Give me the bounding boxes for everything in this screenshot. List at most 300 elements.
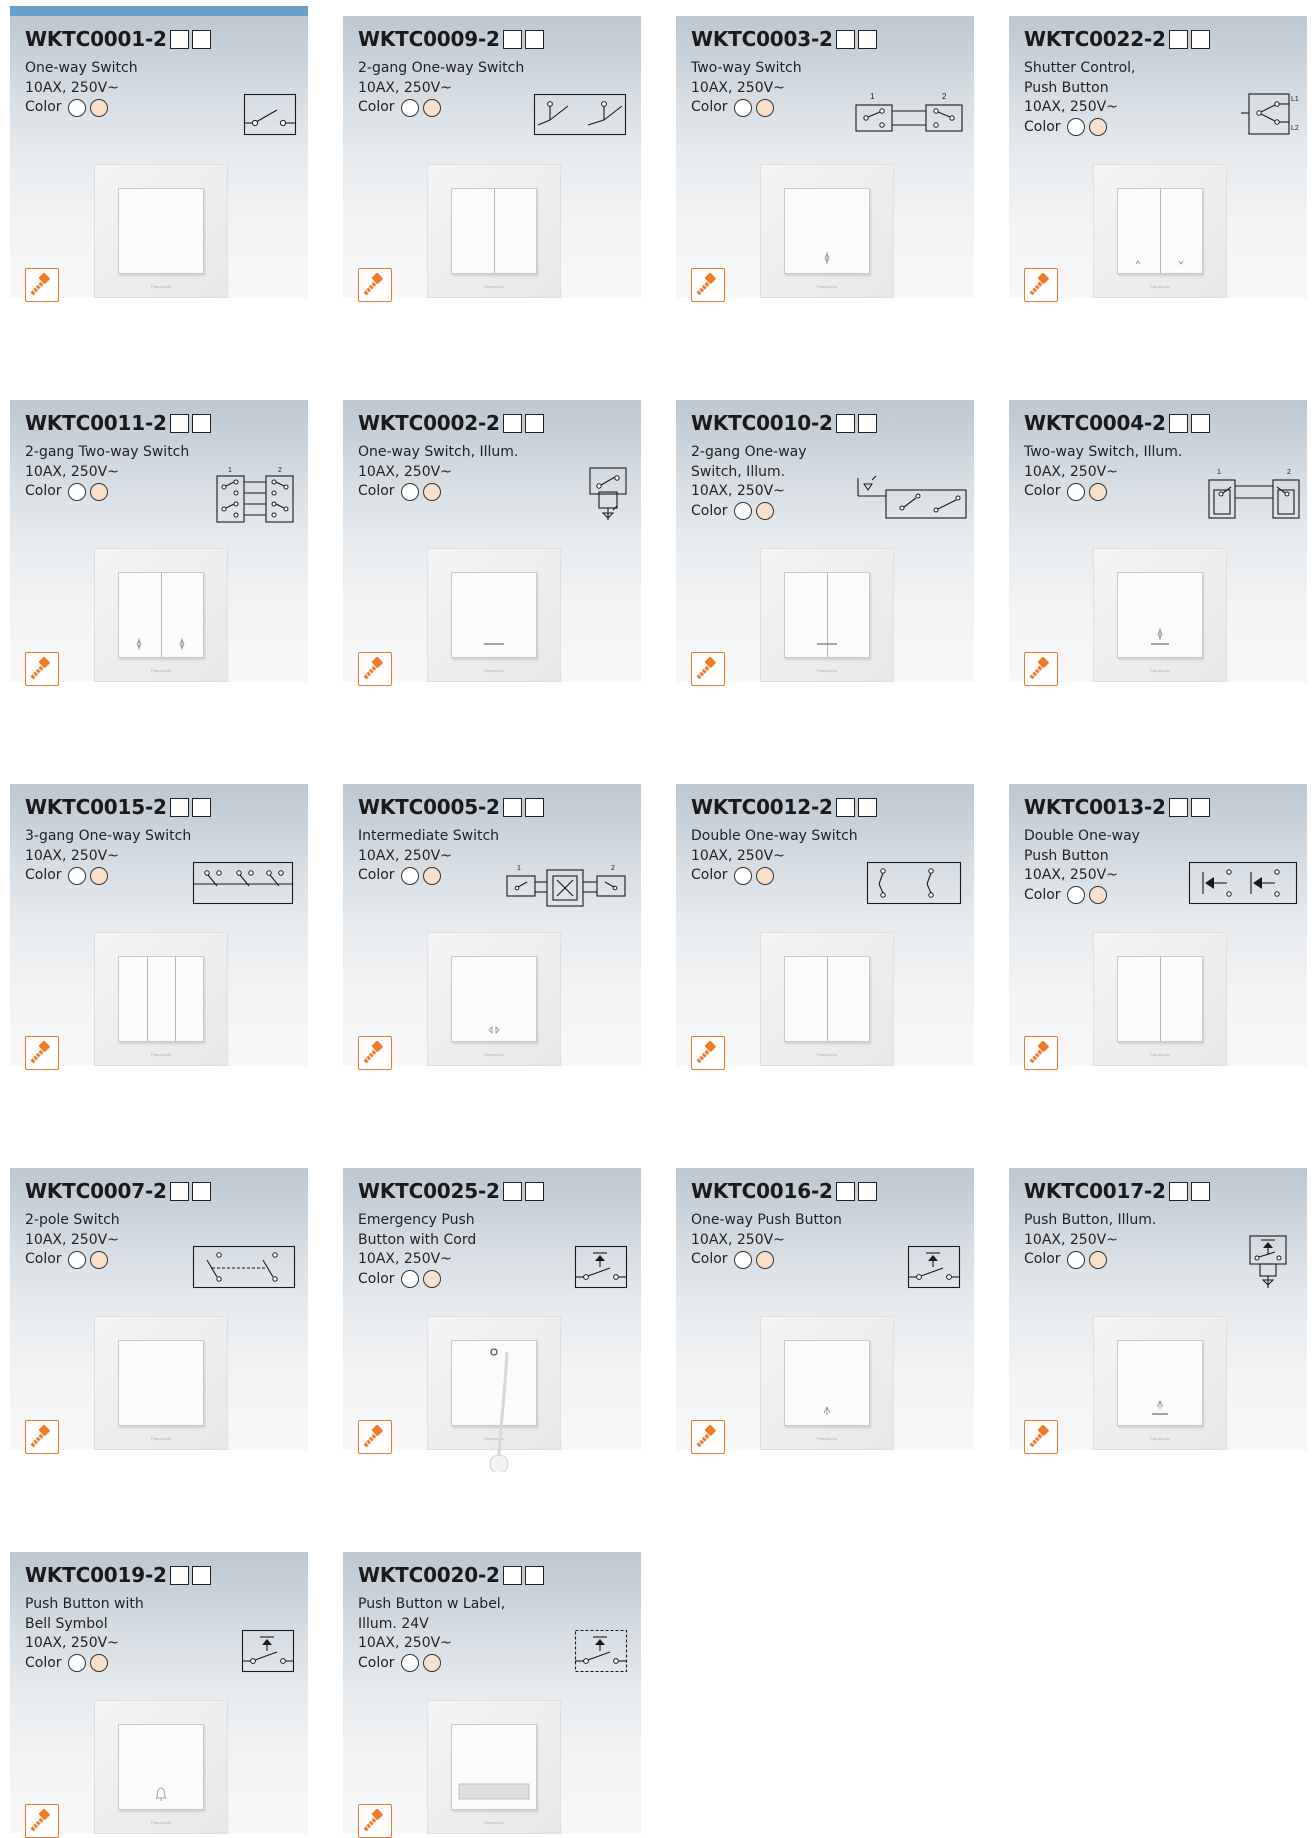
product-description bbox=[25, 59, 200, 118]
color-options bbox=[25, 98, 200, 118]
product-card[interactable] bbox=[343, 784, 641, 1066]
product-code: WKTC0019-2 bbox=[25, 1563, 167, 1587]
product-card[interactable] bbox=[1009, 784, 1307, 1066]
plate-brand: Panasonic bbox=[150, 284, 172, 289]
wiring-diagram-icon bbox=[1241, 92, 1303, 136]
color-cream-swatch[interactable] bbox=[423, 1654, 441, 1672]
plate-symbol-icon bbox=[1117, 572, 1203, 658]
color-code-box bbox=[1191, 798, 1210, 817]
switch-plate bbox=[760, 932, 894, 1066]
description-line: Two-way Switch bbox=[691, 60, 802, 76]
color-code-box bbox=[1191, 1182, 1210, 1201]
switch-plate bbox=[427, 164, 561, 298]
wiring-diagram-icon bbox=[244, 94, 296, 135]
color-code-box bbox=[836, 798, 855, 817]
installation-screw-icon bbox=[25, 268, 59, 302]
product-card[interactable] bbox=[343, 400, 641, 682]
color-cream-swatch[interactable] bbox=[1089, 483, 1107, 501]
product-description bbox=[358, 1211, 533, 1289]
color-code-box bbox=[1191, 30, 1210, 49]
color-label: Color bbox=[358, 1654, 395, 1671]
color-cream-swatch[interactable] bbox=[1089, 118, 1107, 136]
description-line: Intermediate Switch bbox=[358, 828, 500, 844]
product-code-row bbox=[25, 410, 211, 436]
product-code-row bbox=[691, 794, 877, 820]
color-code-box bbox=[503, 1182, 522, 1201]
switch-rocker[interactable] bbox=[118, 1340, 204, 1426]
product-code: WKTC0022-2 bbox=[1024, 27, 1166, 51]
color-code-box bbox=[525, 798, 544, 817]
product-code: WKTC0025-2 bbox=[358, 1179, 500, 1203]
description-line: 10AX, 250V~ bbox=[691, 1231, 785, 1248]
color-cream-swatch[interactable] bbox=[423, 483, 441, 501]
product-card[interactable] bbox=[10, 400, 308, 682]
color-code-box bbox=[503, 1566, 522, 1585]
switch-plate bbox=[427, 932, 561, 1066]
description-line: 10AX, 250V~ bbox=[358, 79, 452, 96]
product-code: WKTC0007-2 bbox=[25, 1179, 167, 1203]
color-label: Color bbox=[691, 867, 728, 883]
product-card[interactable] bbox=[343, 1552, 641, 1834]
product-code: WKTC0016-2 bbox=[691, 1179, 833, 1203]
description-line: 10AX, 250V~ bbox=[358, 1635, 452, 1651]
color-white-swatch[interactable] bbox=[401, 99, 419, 117]
product-description bbox=[358, 59, 533, 118]
color-options bbox=[1024, 1250, 1199, 1270]
wiring-diagram-icon bbox=[193, 1246, 295, 1288]
installation-screw-icon bbox=[691, 1420, 725, 1454]
description-line: Push Button bbox=[1024, 79, 1109, 96]
wiring-diagram-icon bbox=[575, 1630, 627, 1672]
color-options bbox=[1024, 886, 1199, 906]
color-white-swatch[interactable] bbox=[734, 99, 752, 117]
product-description bbox=[25, 827, 200, 886]
plate-symbol-icon bbox=[1117, 1340, 1203, 1426]
color-white-swatch[interactable] bbox=[401, 1270, 419, 1288]
diagram-label: 1 bbox=[870, 92, 875, 101]
plate-brand: Panasonic bbox=[483, 284, 505, 289]
plate-brand: Panasonic bbox=[483, 1820, 505, 1825]
color-white-swatch[interactable] bbox=[734, 867, 752, 885]
product-code-row bbox=[25, 1178, 211, 1204]
product-card[interactable] bbox=[10, 1552, 308, 1834]
wiring-diagram-icon bbox=[1189, 862, 1297, 904]
color-label: Color bbox=[1024, 118, 1061, 135]
description-line: Push Button, Illum. bbox=[1024, 1212, 1157, 1228]
plate-brand: Panasonic bbox=[1149, 1052, 1171, 1057]
switch-rocker[interactable] bbox=[1117, 572, 1203, 658]
product-card[interactable] bbox=[676, 784, 974, 1066]
product-description bbox=[1024, 443, 1199, 502]
diagram-label: L2 bbox=[1291, 125, 1299, 132]
switch-plate bbox=[1093, 932, 1227, 1066]
color-label: Color bbox=[25, 1654, 62, 1671]
product-code: WKTC0017-2 bbox=[1024, 1179, 1166, 1203]
color-white-swatch[interactable] bbox=[1067, 118, 1085, 136]
product-code-row bbox=[358, 26, 544, 52]
switch-rocker[interactable] bbox=[451, 188, 537, 274]
color-label: Color bbox=[358, 483, 395, 499]
description-line: 10AX, 250V~ bbox=[25, 1231, 119, 1248]
product-code-row bbox=[691, 26, 877, 52]
switch-rocker[interactable] bbox=[784, 188, 870, 274]
description-line: 2-pole Switch bbox=[25, 1212, 120, 1228]
color-code-box bbox=[170, 798, 189, 817]
description-line: Bell Symbol bbox=[25, 1615, 108, 1632]
color-options bbox=[1024, 118, 1199, 138]
product-code: WKTC0005-2 bbox=[358, 795, 500, 819]
installation-screw-icon bbox=[691, 652, 725, 686]
installation-screw-icon bbox=[358, 652, 392, 686]
description-line: 10AX, 250V~ bbox=[358, 463, 452, 480]
product-description bbox=[691, 1211, 866, 1270]
product-code: WKTC0009-2 bbox=[358, 27, 500, 51]
product-code: WKTC0010-2 bbox=[691, 411, 833, 435]
color-cream-swatch[interactable] bbox=[756, 99, 774, 117]
switch-rocker[interactable] bbox=[118, 956, 204, 1042]
product-description bbox=[691, 59, 866, 118]
color-label: Color bbox=[691, 99, 728, 115]
plate-brand: Panasonic bbox=[150, 1436, 172, 1441]
description-line: 10AX, 250V~ bbox=[1024, 463, 1118, 480]
plate-brand: Panasonic bbox=[483, 668, 505, 673]
color-options bbox=[691, 98, 866, 118]
plate-brand: Panasonic bbox=[816, 668, 838, 673]
product-code-row bbox=[358, 794, 544, 820]
plate-symbol-icon bbox=[784, 188, 870, 274]
color-label: Color bbox=[25, 483, 62, 499]
switch-rocker[interactable] bbox=[451, 956, 537, 1042]
wiring-diagram-icon bbox=[1207, 464, 1303, 526]
product-code: WKTC0015-2 bbox=[25, 795, 167, 819]
product-card[interactable] bbox=[676, 400, 974, 682]
color-label: Color bbox=[691, 1251, 728, 1267]
switch-rocker[interactable] bbox=[784, 956, 870, 1042]
color-code-box bbox=[525, 1182, 544, 1201]
description-line: Push Button with bbox=[25, 1596, 144, 1612]
color-options bbox=[691, 866, 866, 886]
product-code-row bbox=[691, 1178, 877, 1204]
color-code-box bbox=[858, 1182, 877, 1201]
installation-screw-icon bbox=[1024, 1036, 1058, 1070]
description-line: 10AX, 250V~ bbox=[25, 463, 119, 480]
product-code-row bbox=[358, 410, 544, 436]
color-white-swatch[interactable] bbox=[734, 502, 752, 520]
color-cream-swatch[interactable] bbox=[90, 1251, 108, 1269]
plate-symbol-icon bbox=[451, 572, 537, 658]
color-white-swatch[interactable] bbox=[401, 483, 419, 501]
switch-rocker[interactable] bbox=[1117, 956, 1203, 1042]
color-label: Color bbox=[691, 502, 728, 519]
color-code-box bbox=[836, 414, 855, 433]
color-cream-swatch[interactable] bbox=[423, 867, 441, 885]
color-options bbox=[691, 1250, 866, 1270]
installation-screw-icon bbox=[691, 268, 725, 302]
plate-symbol-icon bbox=[784, 572, 870, 658]
installation-screw-icon bbox=[1024, 268, 1058, 302]
color-white-swatch[interactable] bbox=[68, 1251, 86, 1269]
diagram-label: 2 bbox=[942, 92, 947, 101]
color-code-box bbox=[836, 30, 855, 49]
color-options bbox=[1024, 482, 1199, 502]
description-line: 10AX, 250V~ bbox=[691, 847, 785, 864]
plate-brand: Panasonic bbox=[1149, 668, 1171, 673]
installation-screw-icon bbox=[1024, 652, 1058, 686]
product-code-row bbox=[1024, 26, 1210, 52]
color-label: Color bbox=[1024, 1251, 1061, 1267]
diagram-label: 2 bbox=[278, 467, 282, 474]
wiring-diagram-icon bbox=[193, 862, 293, 904]
description-line: 10AX, 250V~ bbox=[1024, 99, 1118, 115]
wiring-diagram-icon bbox=[908, 1246, 960, 1288]
color-code-box bbox=[858, 798, 877, 817]
color-code-box bbox=[858, 414, 877, 433]
switch-plate bbox=[1093, 164, 1227, 298]
color-cream-swatch[interactable] bbox=[90, 99, 108, 117]
color-label: Color bbox=[1024, 483, 1061, 499]
color-code-box bbox=[192, 414, 211, 433]
color-code-box bbox=[1169, 1182, 1188, 1201]
plate-symbol-icon bbox=[451, 956, 537, 1042]
product-code: WKTC0012-2 bbox=[691, 795, 833, 819]
plate-brand: Panasonic bbox=[816, 1436, 838, 1441]
color-cream-swatch[interactable] bbox=[1089, 886, 1107, 904]
color-white-swatch[interactable] bbox=[68, 483, 86, 501]
product-description bbox=[1024, 1211, 1199, 1270]
plate-symbol-icon bbox=[1117, 956, 1203, 1042]
product-code-row bbox=[358, 1562, 544, 1588]
description-line: Shutter Control, bbox=[1024, 60, 1136, 76]
wiring-diagram-icon bbox=[214, 464, 296, 526]
color-cream-swatch[interactable] bbox=[90, 1654, 108, 1672]
color-white-swatch[interactable] bbox=[401, 867, 419, 885]
product-card[interactable] bbox=[10, 16, 308, 298]
plate-symbol-icon bbox=[118, 1340, 204, 1426]
color-code-box bbox=[192, 1182, 211, 1201]
switch-plate bbox=[94, 1316, 228, 1450]
product-card[interactable] bbox=[343, 16, 641, 298]
product-code: WKTC0001-2 bbox=[25, 27, 167, 51]
description-line: Push Button w Label, bbox=[358, 1596, 506, 1612]
color-code-box bbox=[170, 1566, 189, 1585]
switch-plate bbox=[760, 164, 894, 298]
product-code: WKTC0013-2 bbox=[1024, 795, 1166, 819]
product-code-row bbox=[1024, 794, 1210, 820]
color-code-box bbox=[1169, 414, 1188, 433]
wiring-diagram-icon bbox=[867, 862, 961, 904]
product-description bbox=[691, 827, 866, 886]
product-description bbox=[691, 443, 866, 521]
color-options bbox=[25, 482, 200, 502]
color-options bbox=[25, 866, 200, 886]
product-description bbox=[25, 443, 200, 502]
color-cream-swatch[interactable] bbox=[90, 867, 108, 885]
plate-symbol-icon bbox=[451, 188, 537, 274]
diagram-label: 2 bbox=[611, 865, 615, 872]
color-label: Color bbox=[358, 1270, 395, 1287]
color-code-box bbox=[503, 30, 522, 49]
switch-rocker[interactable] bbox=[451, 1724, 537, 1810]
product-code-row bbox=[25, 794, 211, 820]
description-line: 10AX, 250V~ bbox=[25, 1635, 119, 1651]
color-cream-swatch[interactable] bbox=[423, 1270, 441, 1288]
color-label: Color bbox=[25, 1251, 62, 1267]
description-line: 10AX, 250V~ bbox=[358, 1251, 452, 1267]
description-line: 10AX, 250V~ bbox=[1024, 1231, 1118, 1248]
color-options bbox=[358, 1654, 533, 1674]
diagram-label: 2 bbox=[1287, 469, 1291, 476]
product-description bbox=[358, 443, 533, 502]
color-code-box bbox=[170, 1182, 189, 1201]
color-white-swatch[interactable] bbox=[401, 1654, 419, 1672]
wiring-diagram-icon bbox=[505, 864, 627, 908]
color-code-box bbox=[503, 798, 522, 817]
wiring-diagram-icon bbox=[858, 476, 968, 520]
color-options bbox=[25, 1654, 200, 1674]
product-code-row bbox=[25, 26, 211, 52]
switch-plate bbox=[427, 1700, 561, 1834]
description-line: Illum. 24V bbox=[358, 1615, 429, 1632]
color-white-swatch[interactable] bbox=[1067, 483, 1085, 501]
plate-symbol-icon bbox=[118, 956, 204, 1042]
product-code-row bbox=[1024, 410, 1210, 436]
product-card[interactable] bbox=[1009, 1168, 1307, 1450]
switch-rocker[interactable] bbox=[118, 572, 204, 658]
color-code-box bbox=[1169, 798, 1188, 817]
plate-brand: Panasonic bbox=[816, 284, 838, 289]
color-white-swatch[interactable] bbox=[68, 867, 86, 885]
product-card[interactable] bbox=[676, 16, 974, 298]
description-line: Emergency Push bbox=[358, 1212, 475, 1228]
product-description bbox=[1024, 827, 1199, 905]
color-code-box bbox=[503, 414, 522, 433]
color-code-box bbox=[192, 30, 211, 49]
wiring-diagram-icon bbox=[534, 94, 626, 135]
product-card[interactable] bbox=[1009, 400, 1307, 682]
color-code-box bbox=[1169, 30, 1188, 49]
color-code-box bbox=[525, 1566, 544, 1585]
product-code-row bbox=[25, 1562, 211, 1588]
plate-symbol-icon bbox=[784, 956, 870, 1042]
color-options bbox=[358, 98, 533, 118]
installation-screw-icon bbox=[358, 1804, 392, 1838]
description-line: Double One-way bbox=[1024, 828, 1140, 844]
installation-screw-icon bbox=[1024, 1420, 1058, 1454]
plate-symbol-icon bbox=[784, 1340, 870, 1426]
switch-rocker[interactable] bbox=[1117, 188, 1203, 274]
installation-screw-icon bbox=[358, 1420, 392, 1454]
diagram-label: L1 bbox=[1291, 96, 1299, 103]
color-cream-swatch[interactable] bbox=[90, 483, 108, 501]
plate-symbol-icon bbox=[451, 1724, 537, 1810]
color-code-box bbox=[192, 1566, 211, 1585]
product-card[interactable] bbox=[343, 1168, 641, 1450]
description-line: 10AX, 250V~ bbox=[25, 79, 119, 96]
product-card[interactable] bbox=[10, 1168, 308, 1450]
color-cream-swatch[interactable] bbox=[423, 99, 441, 117]
color-white-swatch[interactable] bbox=[1067, 886, 1085, 904]
description-line: 10AX, 250V~ bbox=[1024, 867, 1118, 883]
color-cream-swatch[interactable] bbox=[1089, 1251, 1107, 1269]
switch-rocker[interactable] bbox=[1117, 1340, 1203, 1426]
installation-screw-icon bbox=[25, 1804, 59, 1838]
description-line: 10AX, 250V~ bbox=[691, 79, 785, 96]
color-cream-swatch[interactable] bbox=[756, 502, 774, 520]
diagram-label: 1 bbox=[228, 467, 232, 474]
product-code: WKTC0004-2 bbox=[1024, 411, 1166, 435]
plate-brand: Panasonic bbox=[1149, 284, 1171, 289]
color-options bbox=[691, 502, 866, 522]
wiring-diagram-icon bbox=[1247, 1234, 1291, 1292]
color-white-swatch[interactable] bbox=[68, 1654, 86, 1672]
switch-plate bbox=[1093, 1316, 1227, 1450]
description-line: Switch, Illum. bbox=[691, 463, 786, 480]
description-line: Double One-way Switch bbox=[691, 828, 858, 844]
description-line: 2-gang Two-way Switch bbox=[25, 444, 190, 460]
color-code-box bbox=[170, 414, 189, 433]
switch-plate bbox=[94, 1700, 228, 1834]
switch-plate bbox=[760, 1316, 894, 1450]
wiring-diagram-icon bbox=[575, 1246, 627, 1288]
color-label: Color bbox=[25, 99, 62, 115]
plate-brand: Panasonic bbox=[1149, 1436, 1171, 1441]
product-card[interactable] bbox=[676, 1168, 974, 1450]
color-options bbox=[25, 1250, 200, 1270]
switch-plate bbox=[427, 548, 561, 682]
description-line: Two-way Switch, Illum. bbox=[1024, 444, 1183, 460]
color-options bbox=[358, 482, 533, 502]
switch-rocker[interactable] bbox=[118, 1724, 204, 1810]
switch-rocker[interactable] bbox=[784, 572, 870, 658]
product-code-row bbox=[691, 410, 877, 436]
plate-symbol-icon bbox=[118, 1724, 204, 1810]
installation-screw-icon bbox=[25, 1420, 59, 1454]
color-white-swatch[interactable] bbox=[734, 1251, 752, 1269]
switch-plate bbox=[1093, 548, 1227, 682]
product-card[interactable] bbox=[10, 784, 308, 1066]
product-description bbox=[25, 1211, 200, 1270]
diagram-label: 1 bbox=[517, 865, 521, 872]
installation-screw-icon bbox=[691, 1036, 725, 1070]
wiring-diagram-icon bbox=[242, 1630, 294, 1672]
description-line: Button with Cord bbox=[358, 1231, 477, 1248]
color-code-box bbox=[192, 798, 211, 817]
color-white-swatch[interactable] bbox=[1067, 1251, 1085, 1269]
color-label: Color bbox=[1024, 886, 1061, 903]
description-line: One-way Push Button bbox=[691, 1212, 842, 1228]
switch-plate bbox=[94, 932, 228, 1066]
installation-screw-icon bbox=[25, 652, 59, 686]
wiring-diagram-icon bbox=[854, 92, 964, 134]
switch-rocker[interactable] bbox=[451, 572, 537, 658]
product-card[interactable] bbox=[1009, 16, 1307, 298]
product-code: WKTC0003-2 bbox=[691, 27, 833, 51]
color-cream-swatch[interactable] bbox=[756, 867, 774, 885]
color-label: Color bbox=[358, 867, 395, 883]
color-code-box bbox=[1191, 414, 1210, 433]
plate-symbol-icon bbox=[1117, 188, 1203, 274]
plate-symbol-icon bbox=[118, 188, 204, 274]
product-code: WKTC0011-2 bbox=[25, 411, 167, 435]
color-cream-swatch[interactable] bbox=[756, 1251, 774, 1269]
color-label: Color bbox=[358, 99, 395, 115]
switch-rocker[interactable] bbox=[784, 1340, 870, 1426]
switch-rocker[interactable] bbox=[118, 188, 204, 274]
color-white-swatch[interactable] bbox=[68, 99, 86, 117]
description-line: 2-gang One-way Switch bbox=[358, 60, 525, 76]
pull-cord[interactable] bbox=[489, 1352, 529, 1472]
product-description bbox=[1024, 59, 1199, 137]
